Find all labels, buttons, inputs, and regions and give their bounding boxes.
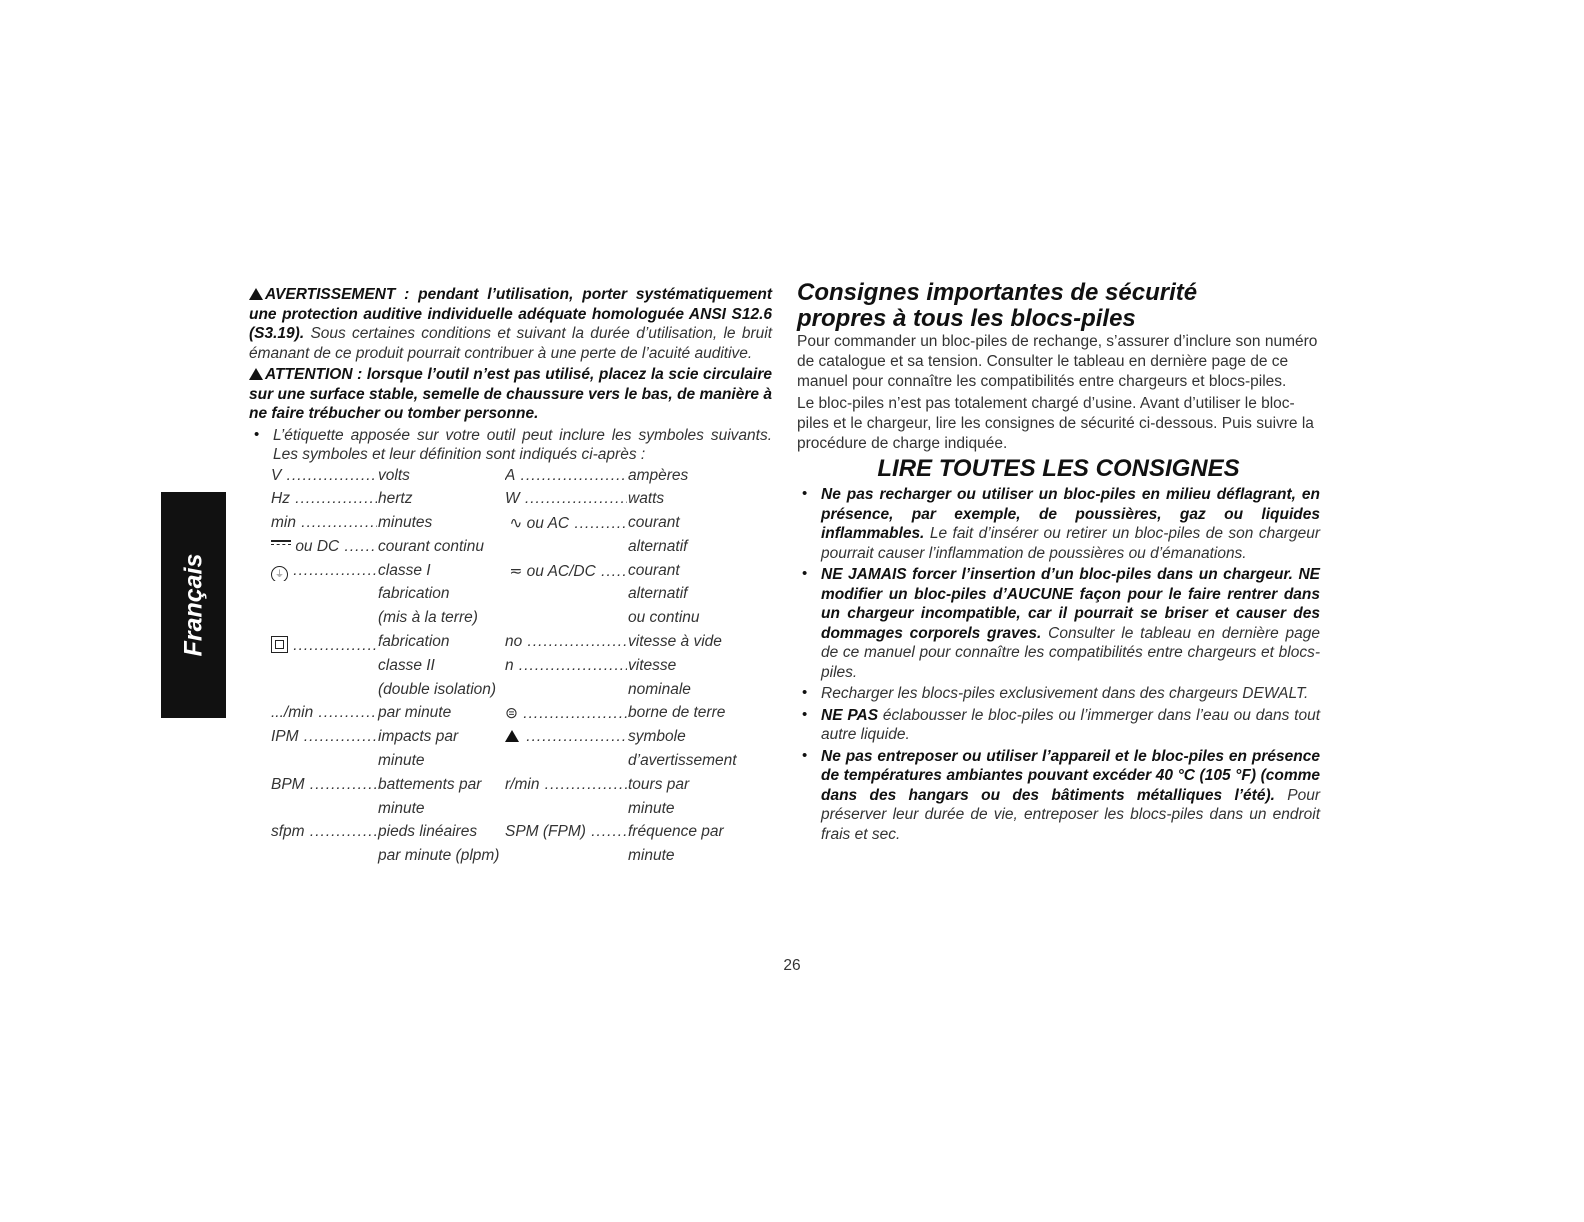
- symbol-row: [271, 704, 771, 728]
- safety-bullet: • Ne pas recharger ou utiliser un bloc-piles en milieu déflagrant, en présence, par exemple, de poussières, gaz ou liquides inflammables. Le fait d’insérer ou retirer un bloc-piles de son chargeur pourrait causer l’inflammation de poussières ou d’émanations.: [802, 485, 1320, 562]
- symbol-definition: impacts par: [378, 728, 459, 746]
- symbol-definition: minute: [378, 799, 425, 817]
- symbol-row: [271, 847, 771, 871]
- symbol-definition: courant continu: [378, 537, 484, 555]
- warning-hearing: [249, 285, 772, 363]
- symbol: no .....: [505, 633, 627, 651]
- symbol-row: [271, 514, 771, 538]
- language-tab-label: Français: [179, 553, 207, 657]
- paragraph-charging: Le bloc-piles n’est pas totalement chargé d’usine. Avant d’utiliser le bloc-piles et le chargeur, lire les consignes de sécurité ci-dessous. Puis suivre la procédure de charge indiquée.: [797, 395, 1314, 452]
- paragraph-ordering: Pour commander un bloc-piles de rechange, s’assurer d’inclure son numéro de catalogue et sa tension. Consulter le tableau en dernière page de ce manuel pour connaître les compatibilités entre chargeurs et blocs-piles.: [797, 333, 1318, 390]
- symbol: W .....: [505, 490, 627, 508]
- symbol-row: [271, 538, 771, 562]
- symbol: IPM .....: [271, 728, 377, 746]
- symbol-row: [271, 776, 771, 800]
- symbol: [271, 562, 377, 581]
- symbol-definition: courant: [628, 561, 680, 579]
- symbol: sfpm .....: [271, 823, 377, 841]
- symbol-definition: (double isolation): [378, 680, 497, 698]
- earth-terminal-icon: ⊜: [505, 705, 518, 723]
- symbol-definition: symbole: [628, 728, 686, 746]
- warning-attention-bold: ATTENTION : lorsque l’outil n’est pas utilisé, placez la scie circulaire sur une surface stable, semelle de chaussure vers le bas, de manière à ne faire trébucher ou tomber personne.: [249, 366, 772, 422]
- symbol-row: [271, 609, 771, 633]
- ac-dc-symbol-icon: ≂: [509, 562, 523, 580]
- warning-triangle-icon: [249, 368, 263, 380]
- symbol: ≂ ou AC/DC .....: [505, 562, 627, 581]
- symbol-definition: minutes: [378, 514, 433, 532]
- symbol-definition: (mis à la terre): [378, 609, 478, 627]
- symbol-definition: battements par: [378, 775, 482, 793]
- symbol: ∿ ou AC .....: [505, 514, 627, 533]
- dc-symbol-icon: [271, 538, 291, 547]
- ac-symbol-icon: ∿: [509, 515, 523, 533]
- symbol-row: [271, 490, 771, 514]
- symbol: n .....: [505, 657, 627, 675]
- bullet-dot: •: [802, 746, 808, 764]
- safety-bullet: • NE JAMAIS forcer l’insertion d’un bloc-piles dans un chargeur. NE modifier un bloc-piles d’AUCUNE façon pour le faire rentrer dans un chargeur incompatible, car il pourrait se briser et causer des dommages corporels graves. Consulter le tableau en dernière page de ce manuel pour connaître les compatibilités entre chargeurs et blocs-piles.: [802, 565, 1320, 681]
- symbol-row: [271, 823, 771, 847]
- symbol-definition: par minute (plpm): [378, 847, 500, 865]
- symbol-row: [271, 633, 771, 657]
- symbol: .../min .....: [271, 704, 377, 722]
- symbol-definition: par minute: [378, 704, 452, 722]
- warning-attention: [249, 365, 772, 424]
- symbol-definition: vitesse: [628, 656, 677, 674]
- symbol-definition: borne de terre: [628, 704, 726, 722]
- symbol: min .....: [271, 514, 377, 532]
- symbol-definition: volts: [378, 466, 410, 484]
- symbol-row: [271, 681, 771, 705]
- bullet-dot: •: [802, 485, 808, 502]
- right-column: [797, 280, 1320, 844]
- symbol-definition: minute: [378, 752, 425, 770]
- symbol-definition: courant: [628, 514, 680, 532]
- symbol-definition: tours par: [628, 775, 690, 793]
- symbol-definition: minute: [628, 847, 675, 865]
- symbols-table: [271, 467, 771, 872]
- safety-bullet: • Recharger les blocs-piles exclusivement dans des chargeurs DEWALT.: [802, 684, 1309, 702]
- safety-bullet: • NE PAS éclabousser le bloc-piles ou l’immerger dans l’eau ou dans tout autre liquide.: [802, 705, 1320, 743]
- symbol-definition: alternatif: [628, 585, 688, 603]
- symbol-row: [271, 585, 771, 609]
- page-number: 26: [783, 957, 801, 974]
- symbol: [271, 633, 377, 655]
- symbol-definition: d’avertissement: [628, 752, 737, 770]
- warning-triangle-icon: [249, 288, 263, 300]
- symbol-row: [271, 657, 771, 681]
- class-two-symbol-icon: [271, 636, 288, 653]
- symbol-definition: pieds linéaires: [378, 823, 478, 841]
- symbol-definition: alternatif: [628, 537, 688, 555]
- symbol: BPM .....: [271, 776, 377, 794]
- label-symbols-intro: L’étiquette apposée sur votre outil peut inclure les symboles suivants. Les symboles et leur définition sont indiqués ci-après :: [273, 426, 772, 463]
- read-all-heading: LIRE TOUTES LES CONSIGNES: [877, 455, 1240, 482]
- bullet-dot: •: [802, 565, 808, 582]
- symbol-definition: ampères: [628, 466, 689, 484]
- symbol-row: [271, 728, 771, 752]
- symbol-definition: ou continu: [628, 609, 700, 627]
- symbol-definition: classe II: [378, 656, 435, 674]
- symbol: V .....: [271, 467, 377, 485]
- language-tab: [161, 492, 226, 718]
- class-one-symbol-icon: ⏚: [271, 566, 288, 581]
- symbol: ou DC .....: [271, 538, 377, 556]
- symbol-row: [271, 752, 771, 776]
- symbol-definition: fabrication: [378, 633, 450, 651]
- symbol-definition: minute: [628, 799, 675, 817]
- symbol: [505, 704, 627, 723]
- warning-triangle-icon: [505, 730, 519, 742]
- symbol: [505, 728, 627, 746]
- symbol-definition: watts: [628, 490, 665, 508]
- bullet-dot: •: [254, 425, 260, 443]
- symbol-definition: fabrication: [378, 585, 450, 603]
- symbol: SPM (FPM) .....: [505, 823, 627, 841]
- warning-hearing-text: Sous certaines conditions et suivant la durée d’utilisation, le bruit émanant de ce produit pourrait contribuer à une perte de l’acuité auditive.: [249, 325, 772, 362]
- label-symbols-bullet: [249, 426, 772, 465]
- symbol-definition: nominale: [628, 680, 691, 698]
- symbol-row: [271, 800, 771, 824]
- symbol: A .....: [505, 467, 627, 485]
- symbol-definition: classe I: [378, 561, 431, 579]
- symbol-definition: fréquence par: [628, 823, 724, 841]
- symbol: r/min .....: [505, 776, 627, 794]
- symbol-definition: vitesse à vide: [628, 633, 722, 651]
- safety-bullet: • Ne pas entreposer ou utiliser l’appareil et le bloc-piles en présence de températures ambiantes pouvant excéder 40 °C (105 °F) (comme dans des hangars ou des bâtiments métalliques l’été). Pour préserver leur durée de vie, entreposer les blocs-piles dans un endroit frais et sec.: [802, 746, 1320, 843]
- symbol-row: [271, 562, 771, 586]
- symbol: Hz .....: [271, 490, 377, 508]
- bullet-dot: •: [802, 684, 808, 701]
- symbol-definition: hertz: [378, 490, 413, 508]
- symbol-row: [271, 467, 771, 491]
- section-heading: Consignes importantes de sécurité propres à tous les blocs-piles: [797, 279, 1198, 332]
- left-column: [249, 285, 772, 871]
- bullet-dot: •: [802, 705, 808, 723]
- warning-hearing-bold: AVERTISSEMENT : pendant l’utilisation, porter systématiquement une protection auditive individuelle adéquate homologuée ANSI S12.6 (S3.19).: [249, 286, 772, 342]
